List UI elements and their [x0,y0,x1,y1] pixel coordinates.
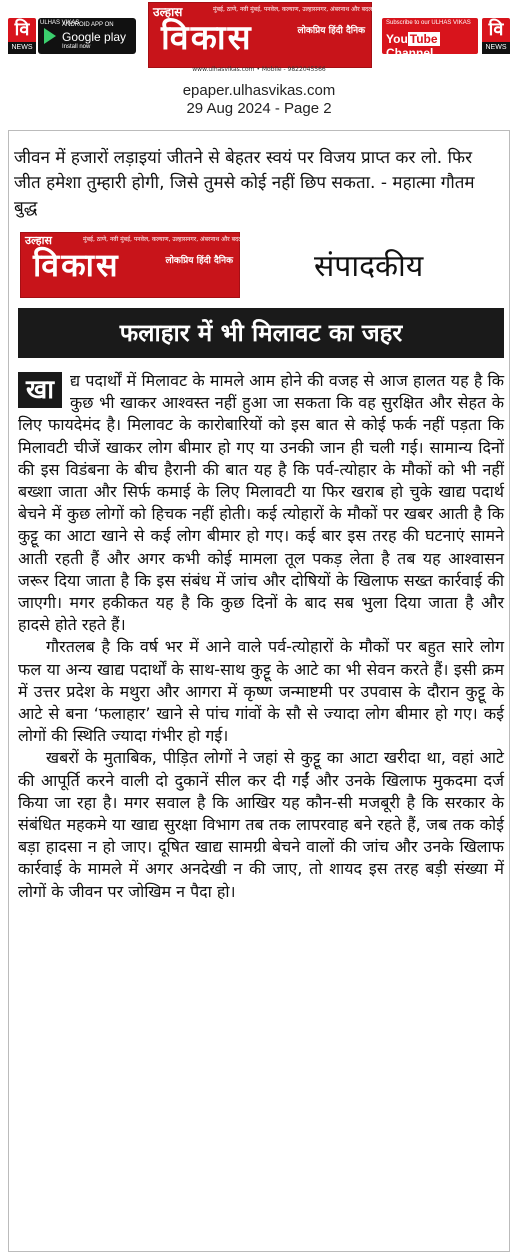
site-url[interactable]: epaper.ulhasvikas.com [182,82,336,99]
page-header [0,82,518,118]
paragraph-2: गौरतलब है कि वर्ष भर में आने वाले पर्व-त्योहारों के मौकों पर बहुत सारे लोग फल या अन्य खाद्य पदार्थों के साथ-साथ कुट्टू के आटे का भी सेवन करते हैं। इसी क्रम में उत्तर प्रदेश के मथुरा और आगरा में कृष्ण जन्माष्टमी पर उपवास के दौरान कुट्टू के आटे से बना ‘फलाहार’ खाने से पांच गांवों के सौ से ज्यादा लोग बीमार हो गए। कई लोगों की स्थिति ज्यादा गंभीर हो गई। [18,637,504,746]
youtube-icon [386,32,478,60]
masthead-contact: www.ulhasvikas.com • Mobile - 9822045566 [192,66,326,73]
badge-news-text: NEWS [8,42,36,54]
date-page: 29 Aug 2024 - Page 2 [186,100,332,117]
logo-cities: मुंबई, ठाणे, नवी मुंबई, पनवेल, कल्याण, उल्हासनगर, अंबरनाथ और बदलापुर से प्रकाशित [213,6,407,13]
paragraph-1-text: द्य पदार्थों में मिलावट के मामले आम होने की वजह से आज हालत यह है कि कुछ भी खाकर आश्वस्त नहीं हुआ जा सकता कि वह सुरक्षित और सेहत के लिए फायदेमंद है। मिलावट के कारोबारियों को इस बात से कोई फर्क नहीं पड़ता कि मिलावटी चीजें खाकर लोग बीमार हो गए या उनकी जान ही चली गई। सामान्य दिनों की इस विडंबना के बीच हैरानी की बात यह है कि पर्व-त्योहार के मौकों को भी नहीं बख्शा जाता और सिर्फ कमाई के लिए मिलावटी या फिर खराब हो चुके खाद्य पदार्थ बेचने में कुछ लोगों को हिचक नहीं होती। कई त्योहारों के मौकों पर खबर आती है कि कुट्टू का आटा खाने से कई लोग बीमार हो गए। कई बार इस तरह की घटनाएं सामने आती रहती हैं और अगर कभी कोई मामला तूल पकड़ लेता है तब यह आश्वासन जरूर दिया जाता है कि इस संबंध में जांच और दोषियों के खिलाफ सख्त कार्रवाई की जाएगी। मगर हकीकत यह है कि कुछ दिनों के बाद सब भुला दिया जाता है और हादसे होते रहते हैं। [18,371,504,635]
page-logo-cities: मुंबई, ठाणे, नवी मुंबई, पनवेल, कल्याण, उल्हासनगर, अंबरनाथ और बदलापुर से प्रकाशित [83,236,277,243]
logo-ulhas: उल्हास [153,5,183,19]
play-available: ANDROID APP ON [62,22,114,28]
section-label: संपादकीय [314,249,424,284]
headline: फलाहार में भी मिलावट का जहर [18,308,504,358]
logo-vikas: विकास [161,18,253,58]
play-icon [44,28,56,44]
quote-box: जीवन में हजारों लड़ाइयां जीतने से बेहतर स्वयं पर विजय प्राप्त कर लो. फिर जीत हमेशा तुम्हारी होगी, जिसे तुमसे कोई नहीं छिप सकता. - महात्मा गौतम बुद्ध [14,148,475,218]
news-badge-left[interactable] [8,18,36,54]
yt-subscribe: Subscribe to our ULHAS VIKAS [386,20,471,26]
news-badge-right[interactable] [482,18,510,54]
yt-channel: Channel [386,46,434,60]
logo-tagline: लोकप्रिय हिंदी दैनिक [297,26,365,36]
masthead [0,0,518,80]
google-play-button[interactable] [38,18,136,54]
badge-letter: वि [488,19,504,40]
yt-you: You [386,32,408,46]
paragraph-1 [18,370,504,636]
page-logo-vikas: विकास [33,246,120,284]
article-body [18,370,504,903]
play-install: Install now [62,44,91,50]
badge-news-text: NEWS [482,42,510,54]
drop-cap: खा [18,372,62,408]
youtube-channel-button[interactable] [382,18,478,60]
page-logo-tagline: लोकप्रिय हिंदी दैनिक [165,256,233,266]
badge-letter: वि [14,19,30,40]
play-store-label: Google play [62,30,127,44]
paragraph-3: खबरों के मुताबिक, पीड़ित लोगों ने जहां से कुट्टू का आटा खरीदा था, वहां आटे की आपूर्ति करने वाली दो दुकानें सील कर दी गईं और उनके खिलाफ मुकदमा दर्ज किया जा रहा है। मगर सवाल है कि आखिर यह कौन-सी मजबूरी है कि सरकार के संबंधित महकमे या खाद्य सुरक्षा विभाग तब तक लापरवाह बने रहते हैं, जब तक कोई बड़ा हादसा न हो जाए। दूषित खाद्य सामग्री बेचने वालों की जांच और उनके खिलाफ कार्रवाई के मामले में अगर अनदेखी न की जाए, तो शायद इस तरह बड़ी संख्या में लोगों के जीवन पर जोखिम न पैदा हो। [18,748,504,901]
page-logo [20,232,277,298]
yt-tube: Tube [409,32,438,46]
play-tag: ULHAS VIKAS [40,20,80,26]
page-logo-ulhas: उल्हास [25,234,52,247]
